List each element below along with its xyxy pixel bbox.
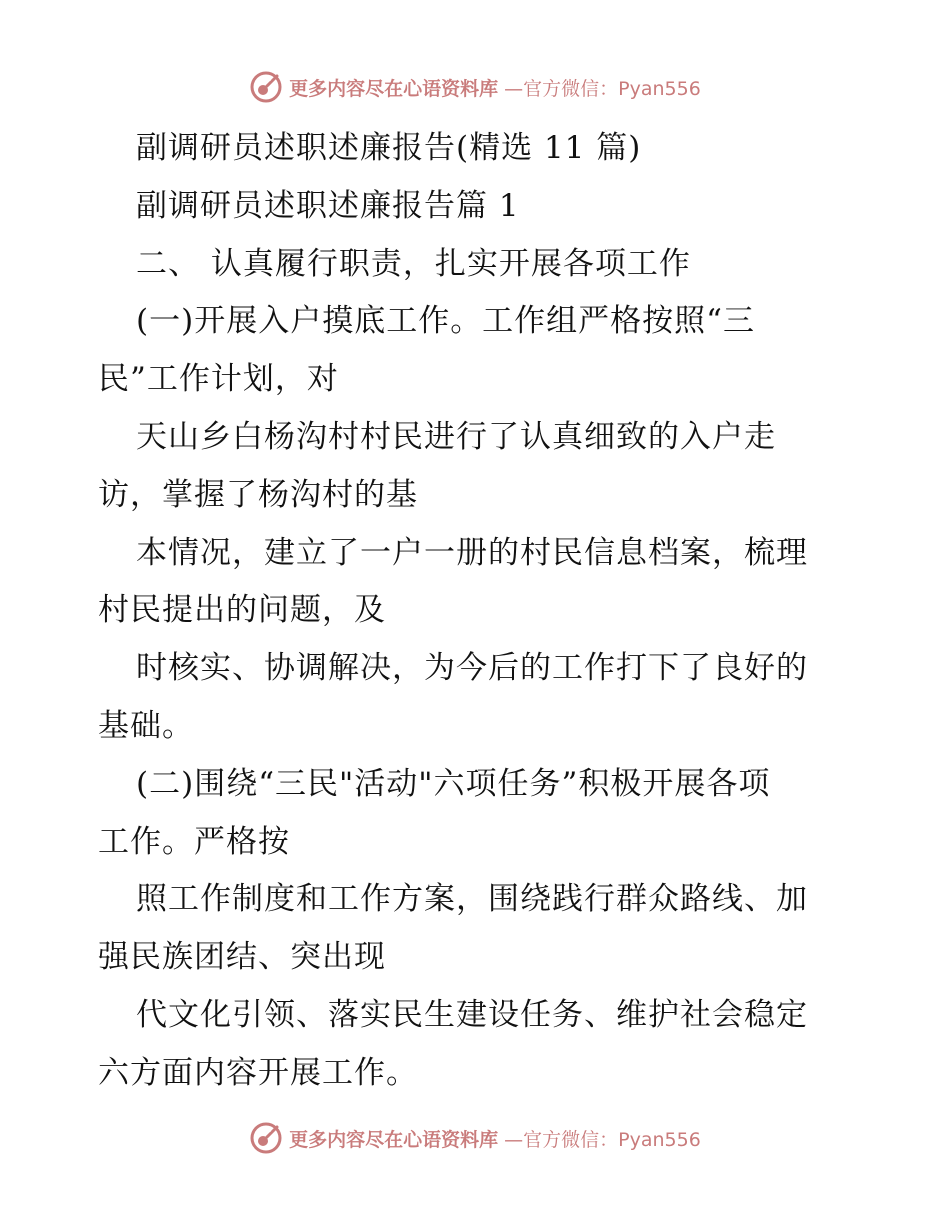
footer-banner-sub: —官方微信：Pyan556: [504, 1128, 701, 1151]
footer-banner-main: 更多内容尽在心语资料库: [289, 1128, 499, 1151]
paragraph-line: (一)开展入户摸底工作。工作组严格按照“三: [136, 303, 756, 340]
subsection-heading: 二、 认真履行职责，扎实开展各项工作: [136, 245, 691, 282]
footer-banner: [0, 1121, 950, 1155]
paragraph-line: 本情况，建立了一户一册的村民信息档案，梳理: [136, 534, 808, 571]
paragraph-line: 工作。严格按: [98, 823, 290, 860]
paragraph-line: 访，掌握了杨沟村的基: [98, 476, 418, 513]
paragraph-line: 六方面内容开展工作。: [98, 1054, 418, 1091]
brand-logo-icon: [249, 70, 283, 104]
paragraph-line: 村民提出的问题，及: [98, 592, 386, 629]
paragraph-line: (二)围绕“三民"活动"六项任务”积极开展各项: [136, 765, 771, 802]
document-title: 副调研员述职述廉报告(精选 11 篇): [136, 130, 642, 166]
paragraph-line: 代文化引领、落实民生建设任务、维护社会稳定: [136, 996, 808, 1033]
paragraph-line: 强民族团结、突出现: [98, 939, 386, 976]
paragraph-line: 照工作制度和工作方案，围绕践行群众路线、加: [136, 881, 808, 918]
paragraph-line: 天山乡白杨沟村村民进行了认真细致的入户走: [136, 418, 776, 455]
section-heading: 副调研员述职述廉报告篇 1: [136, 187, 520, 224]
paragraph-line: 时核实、协调解决，为今后的工作打下了良好的: [136, 650, 808, 687]
paragraph-line: 民”工作计划，对: [98, 361, 339, 398]
header-banner: [0, 70, 950, 104]
header-banner-sub: —官方微信：Pyan556: [504, 77, 701, 100]
document-body: [98, 120, 858, 1103]
brand-logo-icon: [249, 1121, 283, 1155]
paragraph-line: 基础。: [98, 707, 194, 744]
header-banner-main: 更多内容尽在心语资料库: [289, 77, 499, 100]
